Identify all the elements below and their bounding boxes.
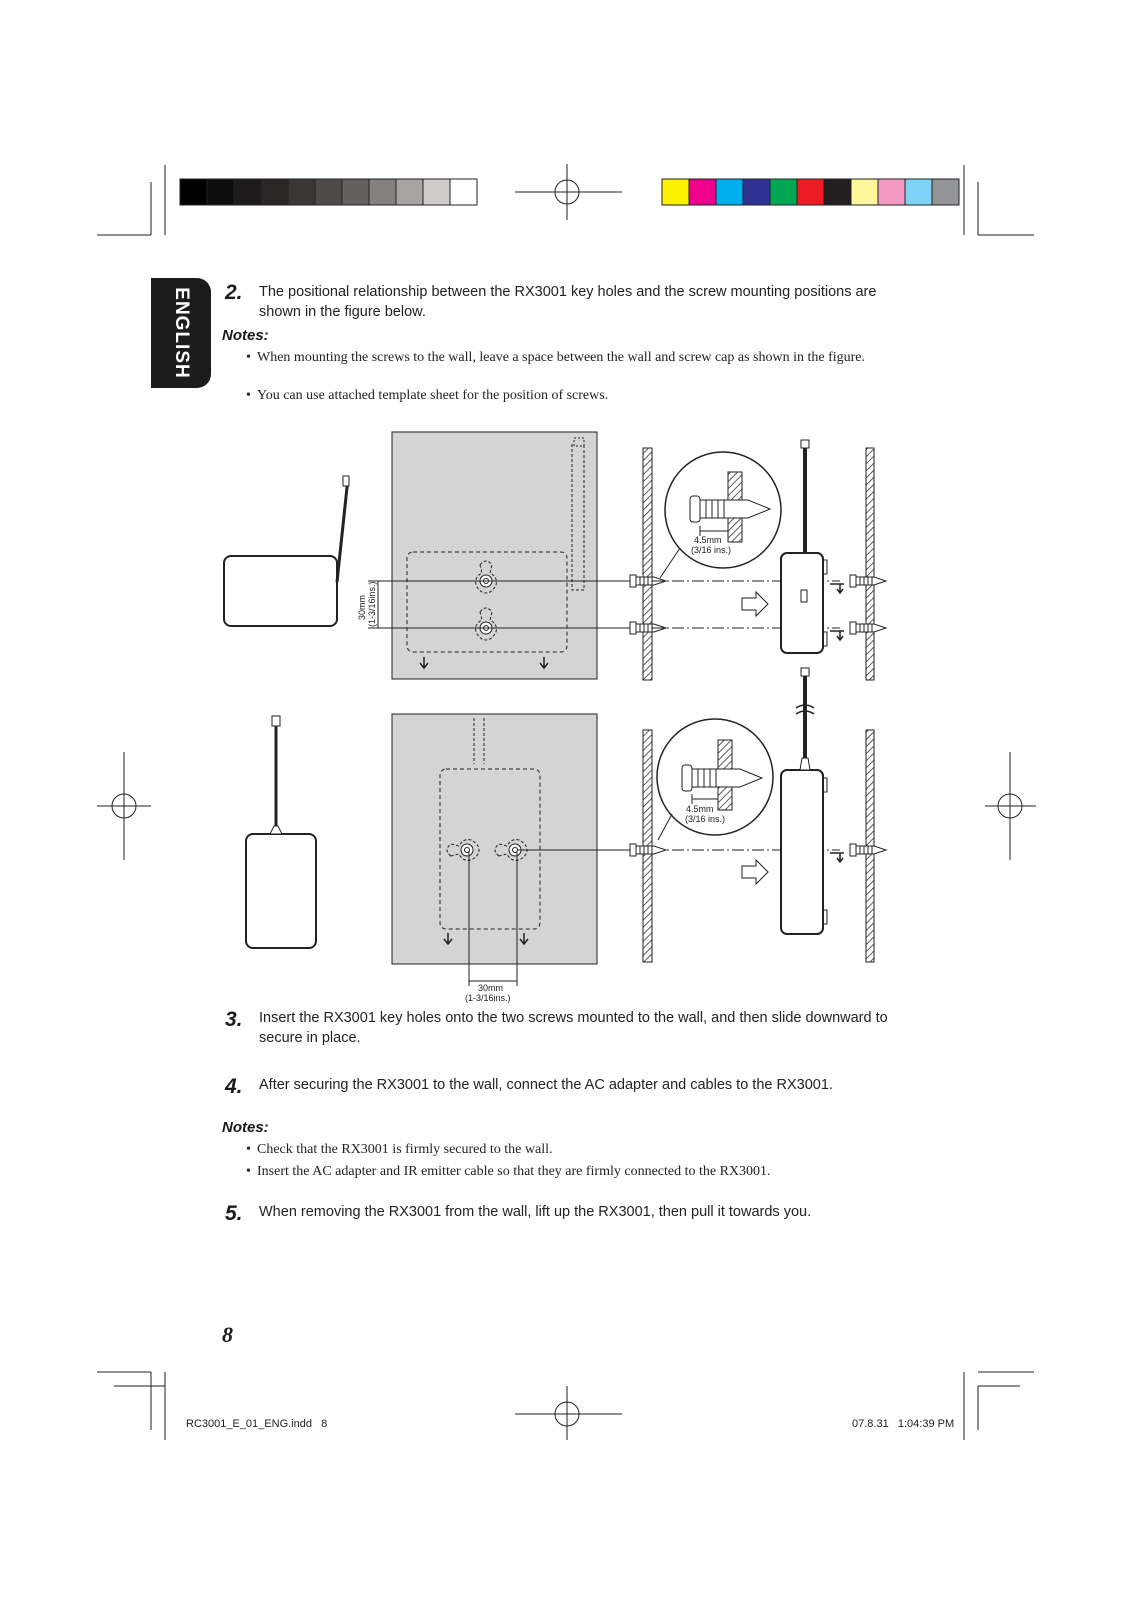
spacing-label-in-top: (1-3/16ins.) <box>367 581 377 627</box>
note-2-1: • Check that the RX3001 is firmly secured to the wall. <box>257 1142 887 1158</box>
receiver-side-bottom <box>781 770 823 934</box>
step-3-number: 3. <box>225 1008 243 1031</box>
receiver-front-top <box>224 556 337 626</box>
footer-file-name: RC3001_E_01_ENG.indd 8 <box>186 1418 328 1430</box>
step-4-number: 4. <box>225 1075 243 1098</box>
spacing-label-mm-bottom: 30mm <box>478 983 504 993</box>
step-3-text: Insert the RX3001 key holes onto the two screws mounted to the wall, and then slide downward to secure in place. <box>259 1010 888 1046</box>
note-2-2: • Insert the AC adapter and IR emitter cable so that they are firmly connected to the RX3001. <box>257 1164 887 1180</box>
spacing-label-mm-top: 30mm <box>357 594 367 620</box>
step-2-number: 2. <box>225 281 243 304</box>
step-2-text: The positional relationship between the RX3001 key holes and the screw mounting positions are shown in the figure below. <box>259 284 877 320</box>
spacing-label-in-bottom: (1-3/16ins.) <box>465 993 511 1003</box>
gap-label-in-top: (3/16 ins.) <box>691 545 732 555</box>
note-1-1: • When mounting the screws to the wall, leave a space between the wall and screw cap as shown in the figure. <box>257 350 887 366</box>
notes-heading-2: Notes: <box>222 1119 269 1136</box>
footer-timestamp: 07.8.31 1:04:39 PM <box>852 1418 955 1430</box>
notes-heading-1: Notes: <box>222 327 269 344</box>
receiver-side-top <box>781 553 823 653</box>
template-panel-bottom <box>392 714 597 964</box>
step-4-text: After securing the RX3001 to the wall, connect the AC adapter and cables to the RX3001. <box>259 1077 833 1093</box>
figure-top <box>224 432 886 680</box>
gap-label-mm-bottom: 4.5mm <box>686 804 714 814</box>
page-number: 8 <box>222 1322 233 1347</box>
note-1-2: • You can use attached template sheet for the position of screws. <box>257 388 887 404</box>
wall-top <box>643 448 652 680</box>
figure-bottom <box>246 668 886 986</box>
step-5-text: When removing the RX3001 from the wall, lift up the RX3001, then pull it towards you. <box>259 1204 812 1220</box>
gap-label-mm-top: 4.5mm <box>694 535 722 545</box>
gap-label-in-bottom: (3/16 ins.) <box>685 814 726 824</box>
language-label: ENGLISH <box>171 287 192 379</box>
step-5-number: 5. <box>225 1202 243 1225</box>
receiver-front-bottom <box>246 834 316 948</box>
